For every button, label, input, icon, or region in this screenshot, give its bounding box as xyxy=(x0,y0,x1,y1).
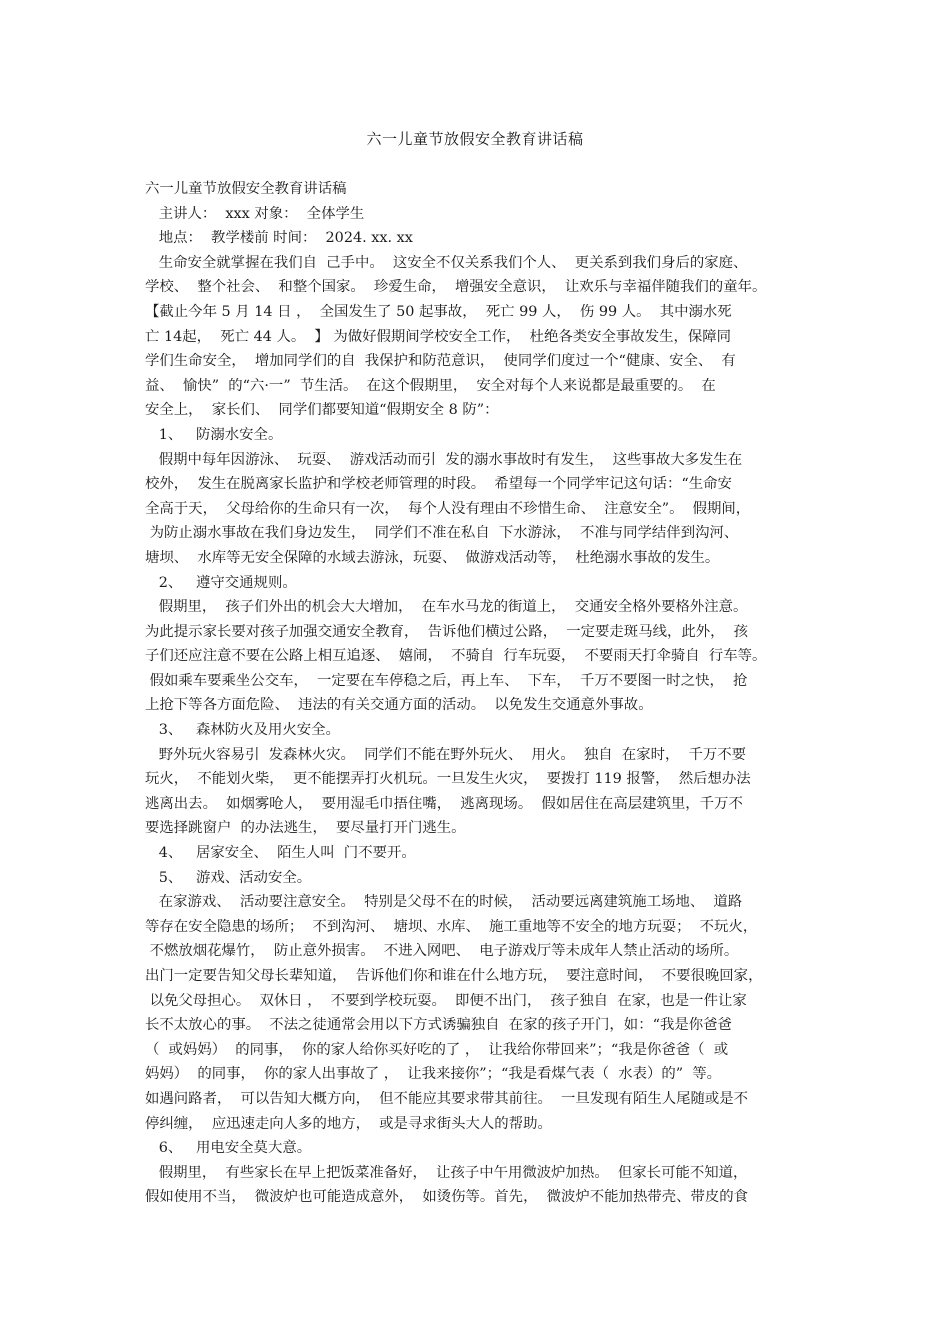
text-line: 6、 用电安全莫大意。 xyxy=(145,1140,312,1157)
text-line: 5、 游戏、活动安全。 xyxy=(145,869,312,886)
text-line: 主讲人： xxx 对象： 全体学生 xyxy=(145,205,365,222)
text-line: 逃离出去。 如烟雾呛人， 要用湿毛巾捂住嘴， 逃离现场。 假如居住在高层建筑里，千万不 xyxy=(145,795,743,812)
text-line: 等存在安全隐患的场所； 不到沟河、 塘坝、水库、 施工重地等不安全的地方玩耍； 不玩火， xyxy=(145,918,758,935)
text-line: 【截止今年 5 月 14 日 ， 全国发生了 50 起事故， 死亡 99 人， 伤 99 人。 其中溺水死 xyxy=(145,303,732,320)
text-line: 塘坝、 水库等无安全保障的水域去游泳，玩耍、 做游戏活动等， 杜绝溺水事故的发生。 xyxy=(145,549,720,566)
text-line: 六一儿童节放假安全教育讲话稿 xyxy=(145,181,347,197)
text-line: 3、 森林防火及用火安全。 xyxy=(145,722,340,739)
text-line: 为防止溺水事故在我们身边发生， 同学们不准在私自 下水游泳， 不准与同学结伴到沟河、 xyxy=(145,525,739,542)
text-line: 子们还应注意不要在公路上相互追逐、 嬉闹， 不骑自 行车玩耍， 不要雨天打伞骑自 行车等。 xyxy=(145,648,767,665)
text-line: 安全上， 家长们、 同学们都要知道“假期安全 8 防”： xyxy=(145,402,499,419)
text-line: 假期里， 有些家长在早上把饭菜准备好， 让孩子中午用微波炉加热。 但家长可能不知道， xyxy=(145,1164,748,1181)
text-line: 玩火， 不能划火柴， 更不能摆弄打火机玩。一旦发生火灾， 要拨打 119 报警， 然后想办法 xyxy=(145,771,751,788)
text-line: 不燃放烟花爆竹， 防止意外损害。 不进入网吧、 电子游戏厅等未成年人禁止活动的场所。 xyxy=(145,943,739,960)
text-line: 生命安全就掌握在我们自 己手中。 这安全不仅关系我们个人、 更关系到我们身后的家庭、 xyxy=(145,254,748,271)
text-line: 假如使用不当， 微波炉也可能造成意外， 如烫伤等。首先， 微波炉不能加热带壳、带皮的食 xyxy=(145,1189,749,1206)
text-line: 学校、 整个社会、 和整个国家。 珍爱生命， 增强安全意识， 让欢乐与幸福伴随我们的童年。 xyxy=(145,279,767,296)
text-line: 地点： 教学楼前 时间： 2024. xx. xx xyxy=(145,230,413,247)
text-line: 亡 14起， 死亡 44 人。 】 为做好假期间学校安全工作， 杜绝各类安全事故发生，保障同 xyxy=(145,328,732,345)
text-line: 益、 愉快” 的“六·一” 节生活。 在这个假期里， 安全对每个人来说都是最重要的。 在 xyxy=(145,377,716,394)
text-line: 1、 防溺水安全。 xyxy=(145,426,283,443)
document-body xyxy=(145,177,813,1210)
text-line: 全高于天， 父母给你的生命只有一次， 每个人没有理由不珍惜生命、 注意安全”。 假期间， xyxy=(145,500,751,517)
text-line: 如遇问路者， 可以告知大概方向， 但不能应其要求带其前往。 一旦发现有陌生人尾随或是不 xyxy=(145,1090,749,1107)
text-line: 校外， 发生在脱离家长监护和学校老师管理的时段。 希望每一个同学牢记这句话：“生命安 xyxy=(145,476,732,493)
document-title: 六一儿童节放假安全教育讲话稿 xyxy=(366,130,584,148)
text-line: 野外玩火容易引 发森林火灾。 同学们不能在野外玩火、 用火。 独自 在家时， 千万不要 xyxy=(145,746,747,763)
text-line: 要选择跳窗户 的办法逃生， 要尽量打开门逃生。 xyxy=(145,820,466,837)
text-line: 假期中每年因游泳、 玩耍、 游戏活动而引 发的溺水事故时有发生， 这些事故大多发生在 xyxy=(145,451,743,468)
text-line: 4、 居家安全、 陌生人叫 门不要开。 xyxy=(145,845,416,862)
text-line: 妈妈） 的同事， 你的家人出事故了 ， 让我来接你”；“我是看煤气表（ 水表）的” 等。 xyxy=(145,1066,722,1083)
text-line: 停纠缠， 应迅速走向人多的地方， 或是寻求街头大人的帮助。 xyxy=(145,1115,552,1132)
text-line: 出门一定要告知父母长辈知道， 告诉他们你和谁在什么地方玩， 要注意时间， 不要很晚回家， xyxy=(145,968,763,984)
text-line: 为此提示家长要对孩子加强交通安全教育， 告诉他们横过公路， 一定要走斑马线，此外， 孩 xyxy=(145,623,749,640)
text-line: 假期里， 孩子们外出的机会大大增加， 在车水马龙的街道上， 交通安全格外要格外注意。 xyxy=(145,599,748,616)
text-line: 2、 遵守交通规则。 xyxy=(145,574,297,591)
text-line: 在家游戏、 活动要注意安全。 特别是父母不在的时候， 活动要远离建筑施工场地、 道路 xyxy=(145,894,743,911)
text-line: 上抢下等各方面危险、 违法的有关交通方面的活动。 以免发生交通意外事故。 xyxy=(145,697,653,714)
text-line: （ 或妈妈） 的同事， 你的家人给你买好吃的了 ， 让我给你带回来”；“我是你爸爸（ 或 xyxy=(145,1041,729,1058)
text-line: 学们生命安全， 增加同学们的自 我保护和防范意识， 使同学们度过一个“健康、安全、 有 xyxy=(145,353,736,370)
text-line: 长不太放心的事。 不法之徒通常会用以下方式诱骗独自 在家的孩子开门，如：“我是你爸爸 xyxy=(145,1017,732,1034)
text-line: 假如乘车要乘坐公交车， 一定要在车停稳之后，再上车、 下车， 千万不要图一时之快， 抢 xyxy=(145,672,748,689)
text-line: 以免父母担心。 双休日 ， 不要到学校玩耍。 即便不出门， 孩子独自 在家，也是一件让家 xyxy=(145,992,747,1009)
